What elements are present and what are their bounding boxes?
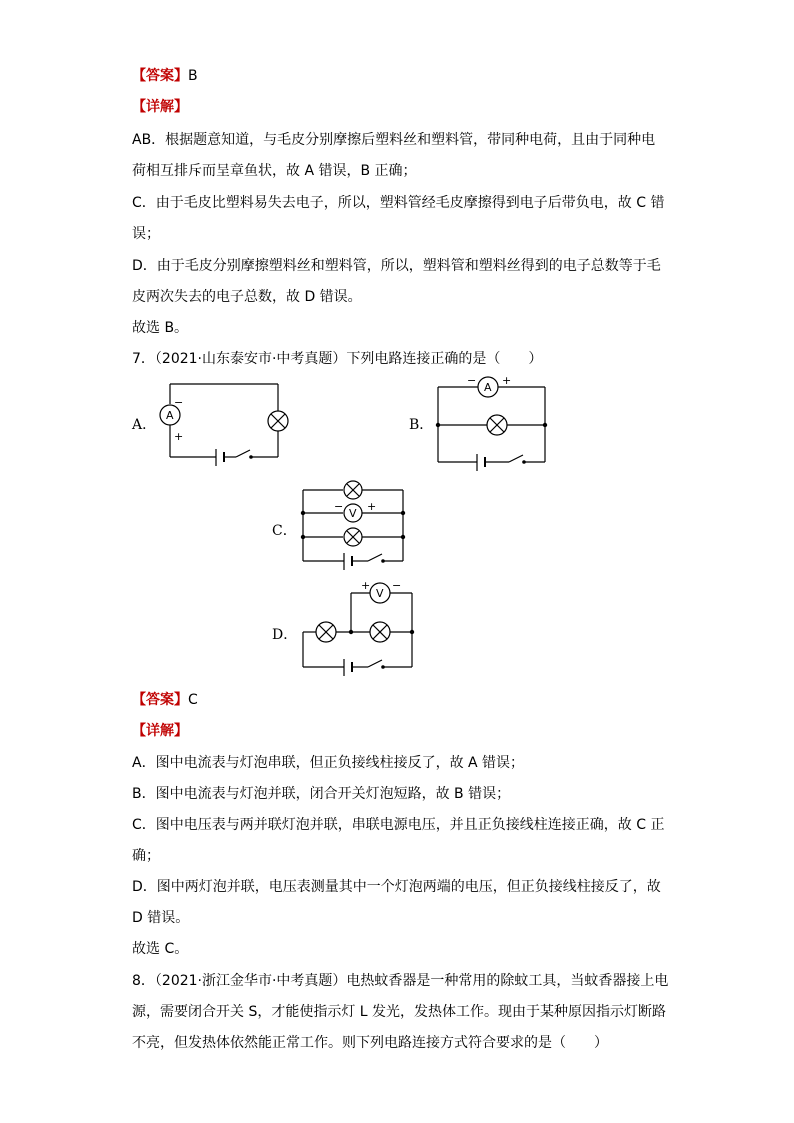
detail-6-line: AB．根据题意知道，与毛皮分别摩擦后塑料丝和塑料管，带同种电荷，且由于同种电 xyxy=(132,132,656,148)
answer-value: B xyxy=(188,68,198,84)
question-8-line: 不亮，但发热体依然能正常工作。则下列电路连接方式符合要求的是（ ） xyxy=(132,1035,608,1051)
detail-7-label xyxy=(132,721,188,741)
detail-6-line: C．由于毛皮比塑料易失去电子，所以，塑料管经毛皮摩擦得到电子后带负电，故 C 错 xyxy=(132,195,665,211)
svg-text:V: V xyxy=(349,507,357,520)
svg-text:+: + xyxy=(367,500,377,513)
answer-label: 【答案】 xyxy=(132,692,188,708)
svg-text:−: − xyxy=(467,374,477,387)
svg-text:−: − xyxy=(392,579,402,592)
question-8-line: 8．（2021·浙江金华市·中考真题）电热蚊香器是一种常用的除蚊工具，当蚊香器接上电 xyxy=(132,973,669,989)
detail-7-line: B．图中电流表与灯泡并联，闭合开关灯泡短路，故 B 错误； xyxy=(132,786,511,802)
detail-7-line: D．图中两灯泡并联，电压表测量其中一个灯泡两端的电压，但正负接线柱接反了，故 xyxy=(132,879,661,895)
answer-label: 【答案】 xyxy=(132,68,188,84)
svg-text:−: − xyxy=(334,500,344,513)
detail-7-line: A．图中电流表与灯泡串联，但正负接线柱接反了，故 A 错误； xyxy=(132,755,525,771)
option-b-label: B． xyxy=(409,417,434,433)
question-7: 7．（2021·山东泰安市·中考真题）下列电路连接正确的是（ ） xyxy=(132,351,543,367)
detail-7-line: D 错误。 xyxy=(132,910,190,926)
detail-label: 【详解】 xyxy=(132,99,188,115)
option-a-label: A． xyxy=(132,417,157,433)
answer-7 xyxy=(132,690,198,710)
answer-value: C xyxy=(188,692,198,708)
detail-7-line: C．图中电压表与两并联灯泡并联，串联电源电压，并且正负接线柱连接正确，故 C 正 xyxy=(132,817,665,833)
svg-text:−: − xyxy=(174,396,184,409)
detail-7-line: 确； xyxy=(132,848,160,864)
question-8-line: 源，需要闭合开关 S，才能使指示灯 L 发光，发热体工作。现由于某种原因指示灯断路 xyxy=(132,1004,667,1020)
detail-6-line: 误； xyxy=(132,226,160,242)
option-c-label: C． xyxy=(272,523,297,539)
detail-6-line: 皮两次失去的电子总数，故 D 错误。 xyxy=(132,289,362,305)
svg-text:V: V xyxy=(376,587,384,600)
svg-text:+: + xyxy=(174,430,184,443)
svg-text:+: + xyxy=(502,374,512,387)
detail-7-line: 故选 C。 xyxy=(132,941,189,957)
detail-6-line: D．由于毛皮分别摩擦塑料丝和塑料管，所以，塑料管和塑料丝得到的电子总数等于毛 xyxy=(132,258,661,274)
detail-6-line: 荷相互排斥而呈章鱼状，故 A 错误，B 正确； xyxy=(132,163,417,179)
svg-text:+: + xyxy=(361,579,371,592)
svg-text:A: A xyxy=(484,381,492,394)
detail-label: 【详解】 xyxy=(132,723,188,739)
svg-text:A: A xyxy=(166,409,174,422)
option-d-label: D． xyxy=(272,627,298,643)
switch-icon xyxy=(368,660,382,667)
detail-6-line: 故选 B。 xyxy=(132,320,189,336)
